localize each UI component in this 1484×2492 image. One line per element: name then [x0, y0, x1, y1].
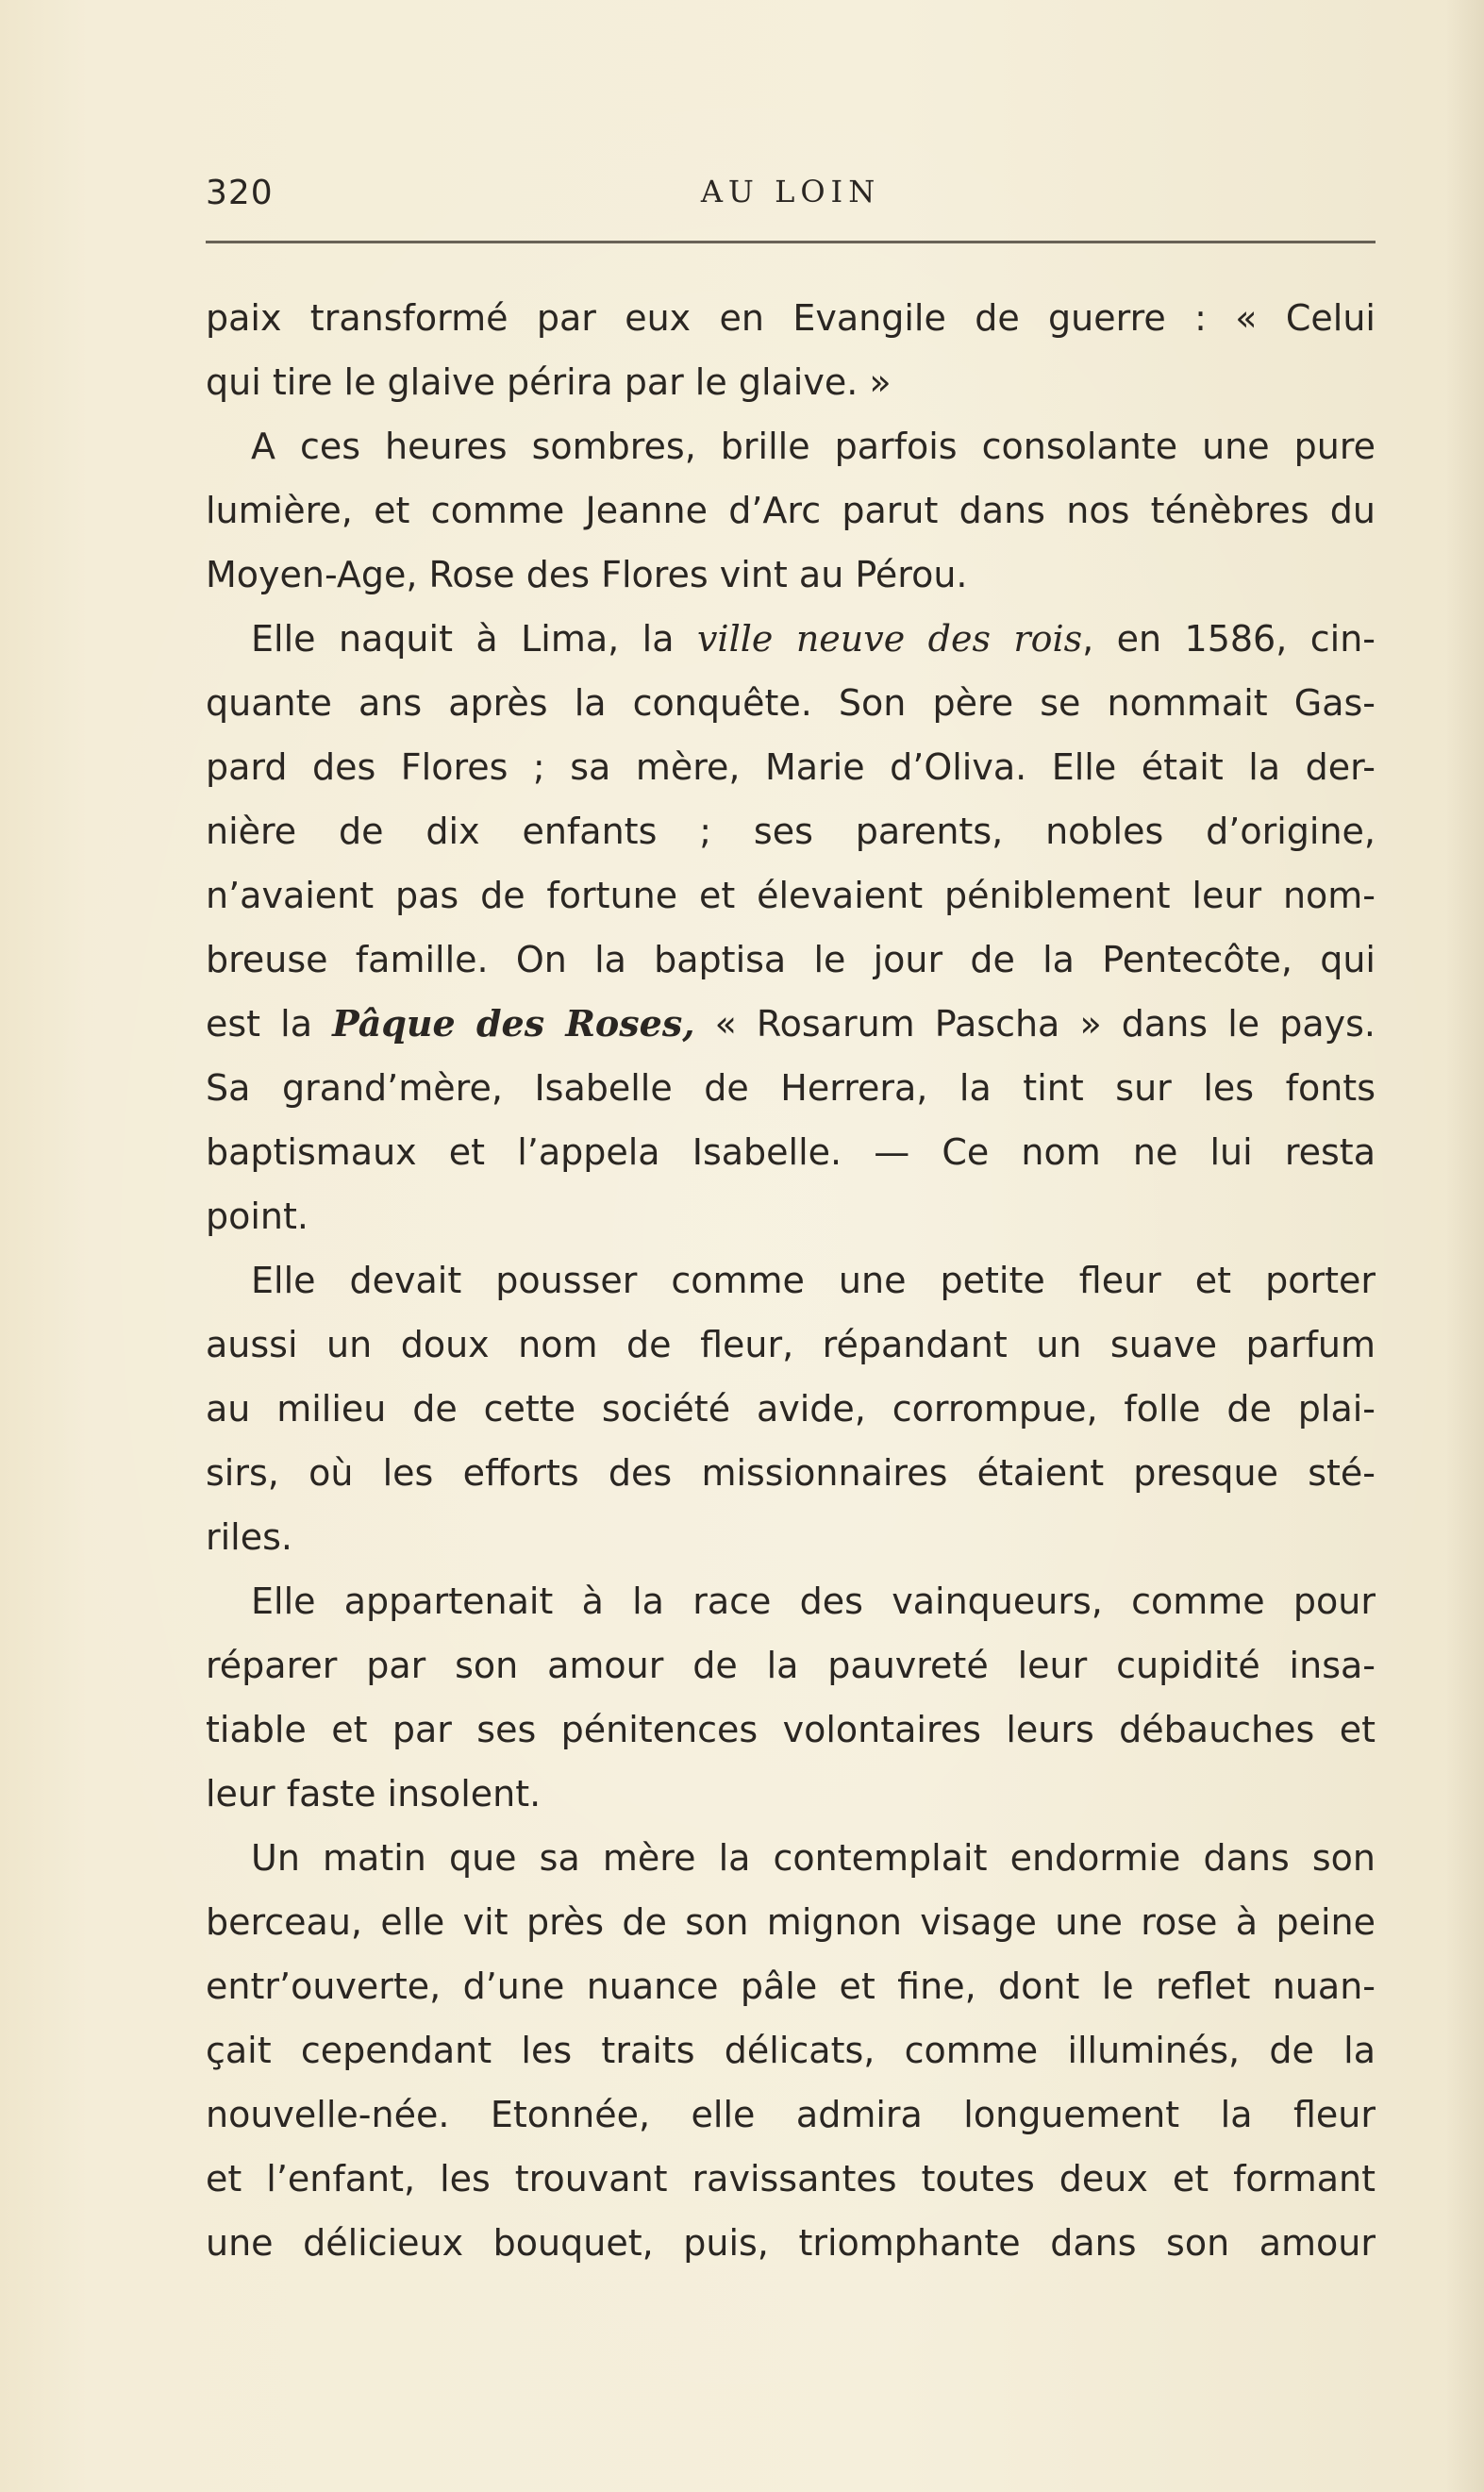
text-line: nière de dix enfants ; ses parents, nobles d’origine, [206, 811, 1376, 852]
text-line: une délicieux bouquet, puis, triomphante dans son amour [206, 2222, 1376, 2264]
text-line: au milieu de cette société avide, corrompue, folle de plai- [206, 1388, 1376, 1430]
text-line: n’avaient pas de fortune et élevaient péniblement leur nom- [206, 875, 1376, 916]
running-head [206, 160, 1376, 217]
text-run: « Rosarum Pascha » dans le pays. [694, 1003, 1376, 1045]
text-line: Elle appartenait à la race des vainqueurs, comme pour [251, 1580, 1376, 1622]
text-line: Elle devait pousser comme une petite fleur et porter [251, 1260, 1376, 1301]
text-line: lumière, et comme Jeanne d’Arc parut dans nos ténèbres du [206, 490, 1376, 531]
text-run: , en 1586, cin- [1082, 618, 1376, 660]
body-text [206, 286, 1376, 2275]
text-line: qui tire le glaive périra par le glaive. » [206, 361, 892, 403]
text-line: riles. [206, 1516, 292, 1558]
text-line [206, 992, 1376, 1056]
text-line: leur faste insolent. [206, 1773, 542, 1815]
text-line: Moyen-Age, Rose des Flores vint au Pérou. [206, 554, 968, 595]
text-line: paix transformé par eux en Evangile de guerre : « Celui [206, 297, 1376, 339]
text-line: quante ans après la conquête. Son père se nommait Gas- [206, 682, 1376, 724]
text-line: nouvelle-née. Etonnée, elle admira longuement la fleur [206, 2094, 1376, 2135]
text-line: aussi un doux nom de fleur, répandant un suave parfum [206, 1324, 1376, 1365]
text-line: breuse famille. On la baptisa le jour de la Pentecôte, qui [206, 939, 1376, 980]
text-line: point. [206, 1196, 308, 1237]
text-line: tiable et par ses pénitences volontaires leurs débauches et [206, 1709, 1376, 1750]
italic-text: Pâque des Roses, [332, 1002, 695, 1045]
text-line: berceau, elle vit près de son mignon visage une rose à peine [206, 1901, 1376, 1943]
text-line: A ces heures sombres, brille parfois consolante une pure [251, 426, 1376, 467]
page-number: 320 [206, 174, 274, 212]
text-line: Sa grand’mère, Isabelle de Herrera, la tint sur les fonts [206, 1067, 1376, 1109]
text-line: entr’ouverte, d’une nuance pâle et fine, dont le reflet nuan- [206, 1965, 1376, 2007]
header-rule [206, 241, 1376, 243]
text-line: pard des Flores ; sa mère, Marie d’Oliva. Elle était la der- [206, 746, 1376, 788]
text-line: réparer par son amour de la pauvreté leur cupidité insa- [206, 1645, 1376, 1686]
text-line: çait cependant les traits délicats, comme illuminés, de la [206, 2030, 1376, 2071]
text-line: baptismaux et l’appela Isabelle. — Ce nom ne lui resta [206, 1131, 1376, 1173]
text-run: Elle naquit à Lima, la [251, 618, 697, 660]
running-title: AU LOIN [700, 174, 881, 209]
text-line: Un matin que sa mère la contemplait endormie dans son [251, 1837, 1376, 1879]
text-line [206, 607, 1376, 671]
text-run: est la [206, 1003, 333, 1045]
italic-text: ville neuve des rois [696, 618, 1083, 660]
text-line: et l’enfant, les trouvant ravissantes toutes deux et formant [206, 2158, 1376, 2199]
page-edge-shadow [1446, 0, 1484, 2492]
text-line: sirs, où les efforts des missionnaires étaient presque sté- [206, 1452, 1376, 1494]
